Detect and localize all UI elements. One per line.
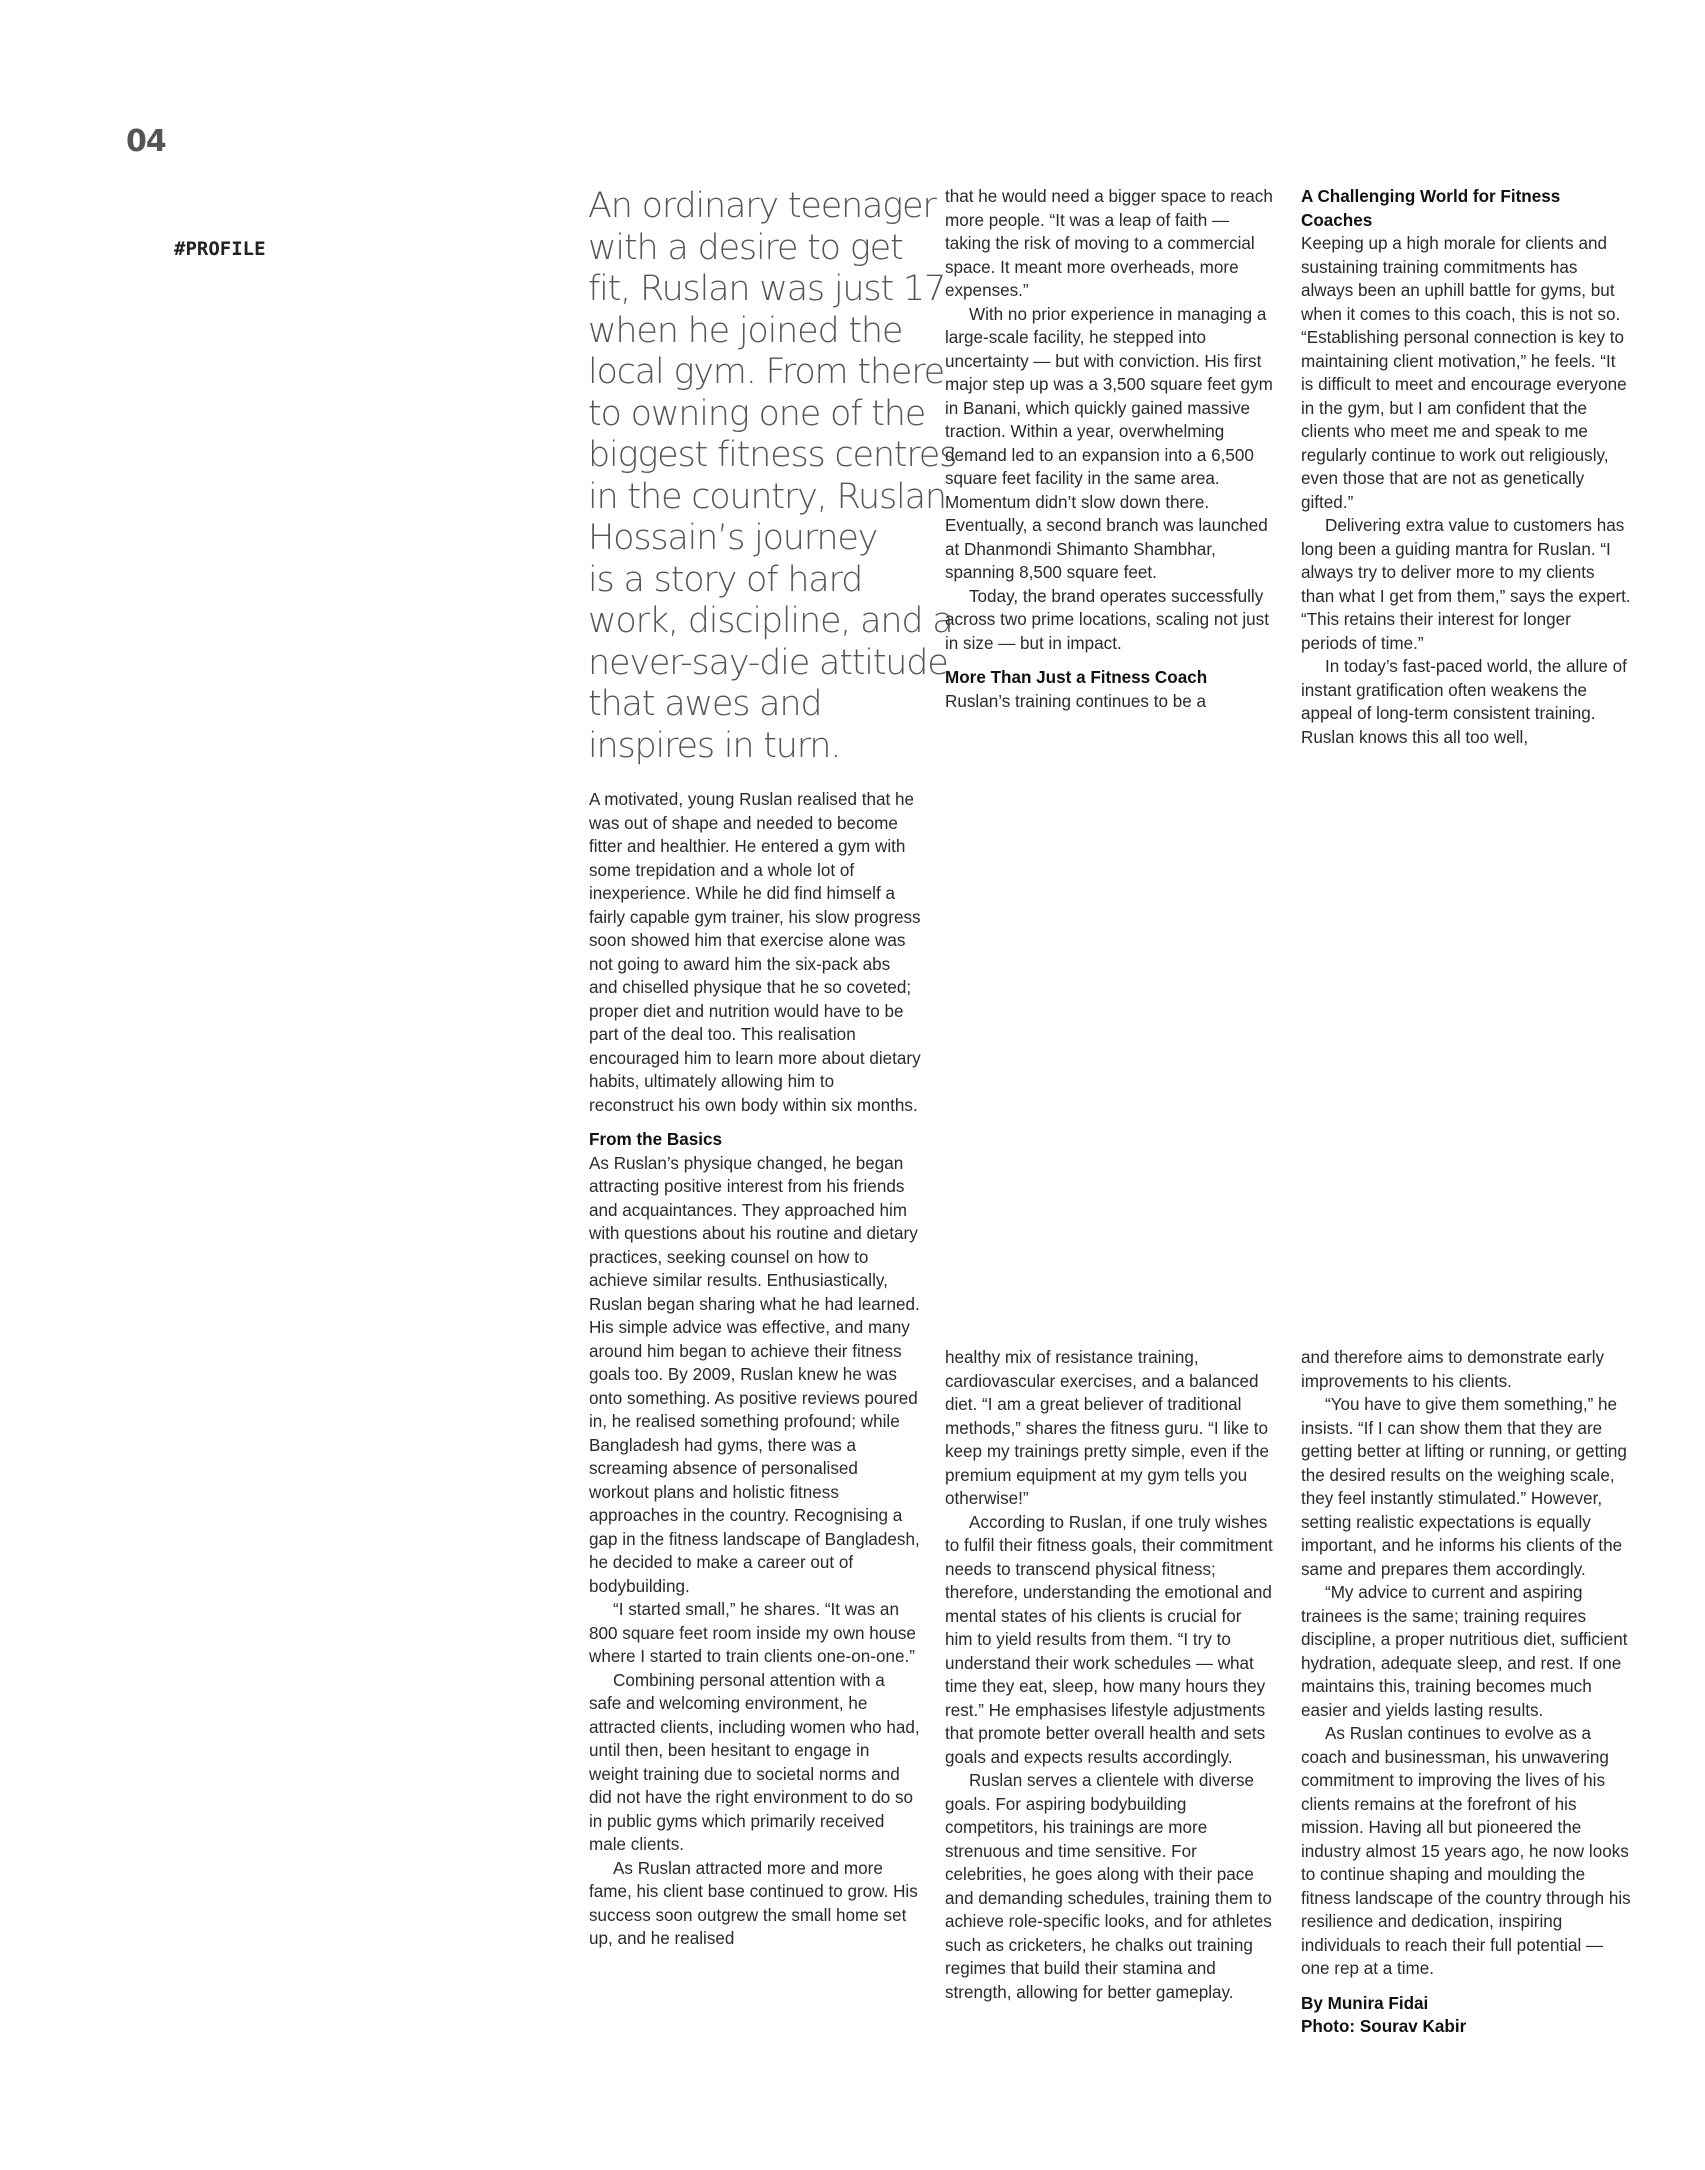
paragraph: Combining personal attention with a safe and welcoming environment, he attracted clients, including women who had, until then, been hesitant to engage in weight training due to societal norms and did not have the right environment to do so in public gyms which primarily received male clients. [589, 1670, 920, 1854]
intro-line: An ordinary teenager [588, 186, 936, 226]
paragraph: In today’s fast-paced world, the allure of instant gratification often weakens the appeal of long-term consistent training. Ruslan knows this all too well, [1301, 657, 1627, 747]
byline-author: By Munira Fidai [1301, 1993, 1429, 2013]
intro-line: to owning one of the [588, 393, 926, 434]
article-column-3-top [1301, 185, 1631, 749]
paragraph: According to Ruslan, if one truly wishes to fulfil their fitness goals, their commitment needs to transcend physical fitness; therefore, understanding the emotional and mental states of his clients is crucial for him to yield results from them. “I try to understand their work schedules — what time they eat, sleep, how many hours they rest.” He emphasises lifestyle adjustments that promote better overall health and sets goals and expects results accordingly. [945, 1512, 1273, 1767]
page-number: 04 [126, 124, 166, 159]
intro-line: with a desire to get [588, 227, 903, 268]
paragraph: healthy mix of resistance training, cardiovascular exercises, and a balanced diet. “I am a great believer of traditional methods,” shares the fitness guru. “I like to keep my trainings pretty simple, even if the premium equipment at my gym tells you otherwise!” [945, 1348, 1269, 1508]
article-column-1 [589, 788, 921, 1951]
section-tag: #PROFILE [174, 238, 266, 260]
intro-line: that awes and [588, 684, 822, 724]
paragraph: “My advice to current and aspiring trainees is the same; training requires discipline, a proper nutritious diet, sufficient hydration, adequate sleep, and rest. If one maintains this, training becomes much easier and yields lasting results. [1301, 1583, 1628, 1720]
paragraph: Ruslan’s training continues to be a [945, 691, 1207, 711]
subheading-challenging-world: A Challenging World for Fitness Coaches [1301, 187, 1561, 230]
intro-line: never-say-die attitude [588, 642, 948, 683]
subheading-from-the-basics: From the Basics [589, 1130, 722, 1149]
paragraph: With no prior experience in managing a large-scale facility, he stepped into uncertainty — but with conviction. His first major step up was a 3,500 square feet gym in Banani, which quickly gained massive traction. Within a year, overwhelming demand led to an expansion into a 6,500 square feet facility in the same area. Momentum didn’t slow down there. Eventually, a second branch was launched at Dhanmondi Shimanto Shambhar, spanning 8,500 square feet. [945, 304, 1273, 582]
article-column-2-bottom [945, 1346, 1273, 2004]
intro-standfirst [588, 186, 957, 767]
intro-line: inspires in turn. [588, 725, 841, 766]
paragraph: A motivated, young Ruslan realised that he was out of shape and needed to become fitter and healthier. He entered a gym with some trepidation and a whole lot of inexperience. While he did find himself a fairly capable gym trainer, his slow progress soon showed him that exercise alone was not going to award him the six-pack abs and chiselled physique that he so coveted; proper diet and nutrition would have to be part of the deal too. This realisation encouraged him to learn more about dietary habits, ultimately allowing him to reconstruct his own body within six months. [589, 790, 921, 1115]
intro-line: biggest fitness centres [588, 435, 957, 475]
intro-line: fit, Ruslan was just 17 [588, 269, 946, 309]
paragraph: As Ruslan’s physique changed, he began attracting positive interest from his friends and acquaintances. They approached him with questions about his routine and dietary practices, seeking counsel on how to achieve similar results. Enthusiastically, Ruslan began sharing what he had learned. His simple advice was effective, and many around him began to achieve their fitness goals too. By 2009, Ruslan knew he was onto something. As positive reviews poured in, he realised something profound; while Bangladesh had gyms, there was a screaming absence of personalised workout plans and holistic fitness approaches in the country. Recognising a gap in the fitness landscape of Bangladesh, he decided to make a career out of bodybuilding. [589, 1153, 920, 1596]
paragraph: As Ruslan attracted more and more fame, his client base continued to grow. His success soon outgrew the small home set up, and he realised [589, 1858, 918, 1948]
paragraph: “I started small,” he shares. “It was an 800 square feet room inside my own house where I started to train clients one-on-one.” [589, 1600, 916, 1666]
intro-line: is a story of hard [588, 559, 863, 600]
article-column-3-bottom [1301, 1346, 1631, 2039]
intro-line: work, discipline, and a [588, 601, 953, 641]
article-column-2-top [945, 185, 1273, 713]
paragraph: “You have to give them something,” he insists. “If I can show them that they are getting better at lifting or running, or getting the desired results on the weighing scale, they feel instantly stimulated.” However, setting realistic expectations is equally important, and he informs his clients of the same and prepares them accordingly. [1301, 1395, 1627, 1579]
paragraph: Keeping up a high morale for clients and sustaining training commitments has always been an uphill battle for gyms, but when it comes to this coach, this is not so. “Establishing personal connection is key to maintaining client motivation,” he feels. “It is difficult to meet and encourage everyone in the gym, but I am confident that the clients who meet me and speak to me regularly continue to work out religiously, even those that are not as genetically gifted.” [1301, 234, 1627, 512]
paragraph: As Ruslan continues to evolve as a coach and businessman, his unwavering commitment to improving the lives of his clients remains at the forefront of his mission. Having all but pioneered the industry almost 15 years ago, he now looks to continue shaping and moulding the fitness landscape of the country through his resilience and dedication, inspiring individuals to reach their full potential — one rep at a time. [1301, 1724, 1631, 1978]
subheading-more-than-a-coach: More Than Just a Fitness Coach [945, 668, 1208, 687]
paragraph: Today, the brand operates successfully across two prime locations, scaling not just in size — but in impact. [945, 586, 1269, 653]
intro-line: when he joined the [588, 310, 903, 351]
paragraph: and therefore aims to demonstrate early improvements to his clients. [1301, 1348, 1605, 1391]
intro-line: in the country, Ruslan [588, 476, 946, 517]
intro-line: local gym. From there [588, 352, 944, 392]
paragraph: Ruslan serves a clientele with diverse goals. For aspiring bodybuilding competitors, his trainings are more strenuous and time sensitive. For celebrities, he goes along with their pace and demanding schedules, training them to achieve role-specific looks, and for athletes such as cricketers, he chalks out training regimes that build their stamina and strength, allowing for better gameplay. [945, 1771, 1272, 2002]
paragraph: that he would need a bigger space to reach more people. “It was a leap of faith — taking the risk of moving to a commercial space. It meant more overheads, more expenses.” [945, 187, 1273, 300]
paragraph: Delivering extra value to customers has long been a guiding mantra for Ruslan. “I always try to deliver more to my clients than what I get from them,” says the expert. “This retains their interest for longer periods of time.” [1301, 516, 1631, 653]
intro-line: Hossain’s journey [588, 518, 878, 558]
byline-photo-credit: Photo: Sourav Kabir [1301, 2017, 1467, 2036]
byline [1301, 1992, 1631, 2039]
